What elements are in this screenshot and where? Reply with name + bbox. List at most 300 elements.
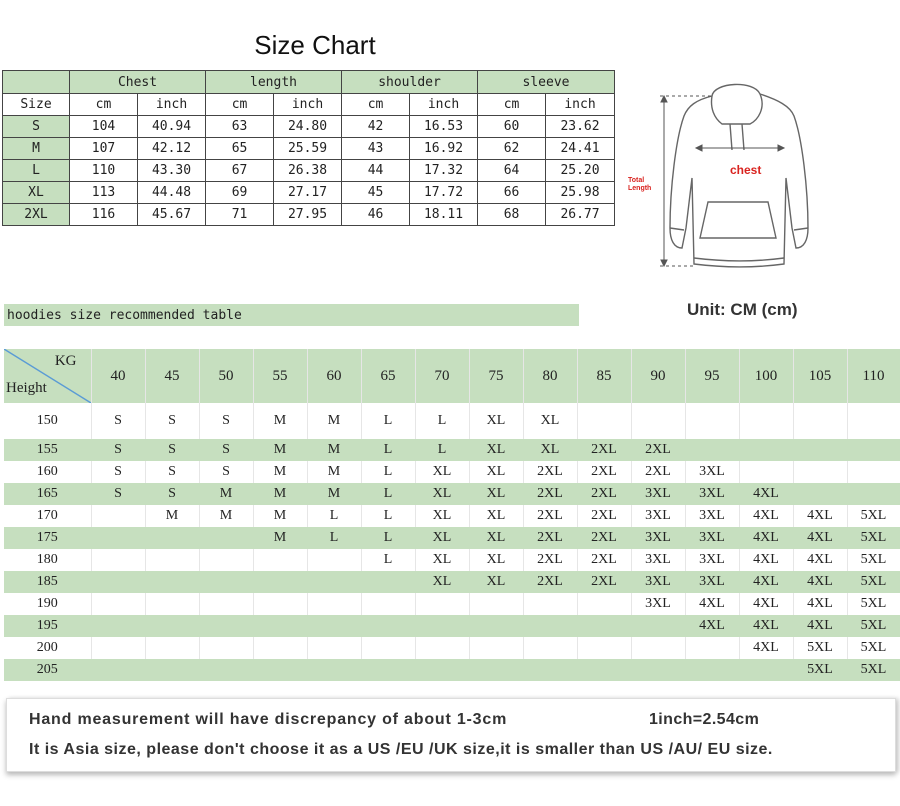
recommended-size-cell: S [199,439,253,461]
recommended-size-cell [253,637,307,659]
measurement-cell: 113 [70,182,138,204]
measurement-cell: 62 [478,138,546,160]
height-cell: 160 [4,461,91,483]
recommended-size-cell: 3XL [685,461,739,483]
recommended-size-cell [253,659,307,681]
recommended-size-cell: 4XL [685,615,739,637]
recommended-size-cell [577,615,631,637]
recommended-size-cell [91,549,145,571]
recommended-size-cell: M [253,483,307,505]
recommended-size-cell [145,637,199,659]
recommended-size-cell: XL [523,403,577,439]
weight-header-cell: 70 [415,349,469,403]
recommended-size-cell: S [145,461,199,483]
measurement-cell: 64 [478,160,546,182]
recommended-size-cell: 2XL [631,461,685,483]
height-cell: 170 [4,505,91,527]
height-cell: 180 [4,549,91,571]
recommended-size-cell: XL [415,549,469,571]
recommended-size-cell [415,637,469,659]
measurement-cell: 26.77 [546,204,615,226]
recommended-size-cell: S [199,403,253,439]
height-row [4,403,900,439]
recommended-size-cell [847,461,900,483]
recommended-size-cell [145,549,199,571]
recommended-size-cell [361,571,415,593]
weight-header-cell: 100 [739,349,793,403]
recommended-size-cell: XL [415,527,469,549]
unit-header: inch [274,94,342,116]
measurement-cell: 44.48 [138,182,206,204]
recommended-size-cell: L [415,403,469,439]
recommended-size-cell [91,527,145,549]
measurement-cell: 65 [206,138,274,160]
recommended-size-cell [577,659,631,681]
recommended-size-cell: L [361,403,415,439]
recommended-size-cell: 3XL [631,571,685,593]
recommended-size-cell: 2XL [577,527,631,549]
recommended-size-cell [739,403,793,439]
height-cell: 190 [4,593,91,615]
measurement-cell: 17.72 [410,182,478,204]
recommended-size-cell: L [307,527,361,549]
recommended-size-cell [523,615,577,637]
measurement-cell: 45.67 [138,204,206,226]
measurement-cell: 116 [70,204,138,226]
recommended-size-cell: L [361,439,415,461]
recommended-size-cell: 2XL [523,483,577,505]
recommended-size-cell [415,615,469,637]
recommended-size-cell [199,637,253,659]
recommended-size-cell [631,637,685,659]
measurement-cell: 63 [206,116,274,138]
recommended-size-cell: 2XL [577,483,631,505]
measurement-cell: 24.80 [274,116,342,138]
recommended-size-cell [253,615,307,637]
weight-header-cell: 45 [145,349,199,403]
height-cell: 175 [4,527,91,549]
size-label-cell: XL [3,182,70,204]
recommended-size-cell: 4XL [739,505,793,527]
recommended-size-cell: M [253,505,307,527]
height-cell: 185 [4,571,91,593]
recommended-size-cell: XL [469,549,523,571]
recommended-size-cell [91,659,145,681]
recommended-size-cell: XL [415,483,469,505]
recommended-size-cell: 3XL [685,527,739,549]
recommended-size-cell: XL [415,461,469,483]
recommended-size-cell: M [253,461,307,483]
measurement-cell: 43 [342,138,410,160]
weight-header-cell: 40 [91,349,145,403]
height-row [4,571,900,593]
measurement-cell: 42.12 [138,138,206,160]
recommended-size-cell: M [253,527,307,549]
height-row [4,549,900,571]
recommended-size-cell: 4XL [739,615,793,637]
recommended-size-cell: 2XL [523,505,577,527]
recommended-size-cell [415,593,469,615]
recommended-size-cell: 5XL [793,637,847,659]
recommended-size-cell: L [361,461,415,483]
size-label-cell: 2XL [3,204,70,226]
height-row [4,439,900,461]
recommended-size-cell: L [361,549,415,571]
recommended-size-cell [793,403,847,439]
recommend-table-body [4,403,900,681]
recommended-size-cell [91,571,145,593]
recommended-size-cell: S [145,403,199,439]
recommended-size-cell [469,659,523,681]
unit-header: inch [410,94,478,116]
recommended-size-cell: 2XL [577,439,631,461]
unit-header: cm [206,94,274,116]
size-table-corner [3,71,70,94]
measurement-cell: 26.38 [274,160,342,182]
size-table-body [3,116,615,226]
size-chart-table [2,70,615,226]
recommended-size-cell [739,461,793,483]
recommended-size-cell: 2XL [631,439,685,461]
recommended-size-cell [469,637,523,659]
recommended-size-cell [307,637,361,659]
recommended-size-cell: 2XL [523,571,577,593]
recommended-size-cell: XL [469,403,523,439]
recommended-size-cell: 4XL [793,593,847,615]
recommended-size-cell: XL [415,505,469,527]
recommended-size-cell: 5XL [847,549,900,571]
recommended-size-cell [145,593,199,615]
recommended-size-cell [847,439,900,461]
recommended-size-cell: XL [469,505,523,527]
size-label-cell: L [3,160,70,182]
size-row [3,138,615,160]
recommended-size-cell: L [307,505,361,527]
recommended-size-cell [253,593,307,615]
measurement-cell: 27.95 [274,204,342,226]
recommended-size-cell [631,659,685,681]
recommended-size-cell: 3XL [631,505,685,527]
measurement-cell: 46 [342,204,410,226]
height-cell: 205 [4,659,91,681]
recommended-size-cell [361,593,415,615]
recommended-size-cell: M [307,461,361,483]
measurement-cell: 67 [206,160,274,182]
measurement-cell: 42 [342,116,410,138]
recommended-size-cell: 2XL [577,461,631,483]
weight-header-cell: 110 [847,349,900,403]
recommended-size-cell [361,615,415,637]
recommended-size-cell: XL [469,461,523,483]
recommended-size-cell [91,637,145,659]
recommended-size-cell [577,403,631,439]
recommended-size-cell [361,659,415,681]
recommended-size-cell: 4XL [739,483,793,505]
recommended-size-cell [91,593,145,615]
recommended-size-cell: 5XL [793,659,847,681]
height-row [4,659,900,681]
recommended-size-cell [577,637,631,659]
recommended-size-cell: XL [469,527,523,549]
measurement-cell: 110 [70,160,138,182]
recommended-size-cell: 3XL [631,549,685,571]
recommended-size-cell [253,549,307,571]
recommended-size-cell [199,593,253,615]
measurement-cell: 17.32 [410,160,478,182]
recommended-size-cell [847,403,900,439]
recommended-size-cell [361,637,415,659]
size-label-cell: M [3,138,70,160]
weight-header-cell: 55 [253,349,307,403]
recommended-size-cell: XL [523,439,577,461]
unit-label: Unit: CM (cm) [687,300,798,319]
height-row [4,637,900,659]
weight-header-cell: 65 [361,349,415,403]
recommended-size-cell: XL [469,483,523,505]
recommended-size-cell: 3XL [685,571,739,593]
recommended-size-cell [469,615,523,637]
recommended-size-cell [145,527,199,549]
recommended-size-cell: 2XL [577,571,631,593]
recommended-size-cell [793,461,847,483]
weight-header-cell: 75 [469,349,523,403]
recommended-size-cell: 3XL [631,483,685,505]
measurement-cell: 40.94 [138,116,206,138]
recommended-size-cell: L [361,505,415,527]
measurement-cell: 107 [70,138,138,160]
recommended-size-cell: 4XL [793,615,847,637]
recommended-size-cell [739,659,793,681]
recommended-size-cell: 3XL [631,527,685,549]
recommended-size-cell: 4XL [793,571,847,593]
measurement-cell: 25.59 [274,138,342,160]
height-row [4,505,900,527]
recommended-size-cell [739,439,793,461]
recommended-size-cell [523,593,577,615]
total-length-label: Total [628,177,645,184]
height-cell: 150 [4,403,91,439]
recommended-size-cell: 4XL [739,593,793,615]
recommended-size-cell [415,659,469,681]
inch-conversion-note: 1inch=2.54cm [649,711,760,728]
recommended-size-cell [253,571,307,593]
recommended-size-cell: 4XL [793,505,847,527]
height-label: Height [6,380,47,396]
recommended-size-cell [847,483,900,505]
group-header-shoulder: shoulder [342,71,478,94]
group-header-chest: Chest [70,71,206,94]
recommended-size-cell: M [199,505,253,527]
height-cell: 165 [4,483,91,505]
recommended-size-cell: 3XL [685,549,739,571]
measurement-cell: 27.17 [274,182,342,204]
recommended-size-cell [91,505,145,527]
recommended-size-cell: S [199,461,253,483]
recommended-size-cell: 2XL [577,505,631,527]
recommended-size-cell: 4XL [739,571,793,593]
recommended-size-cell: 2XL [523,527,577,549]
measurement-cell: 25.98 [546,182,615,204]
recommended-size-cell [145,571,199,593]
size-row [3,182,615,204]
recommended-size-cell [199,527,253,549]
recommended-size-cell: M [307,439,361,461]
recommended-size-cell: 3XL [631,593,685,615]
measurement-cell: 66 [478,182,546,204]
recommended-size-cell: 4XL [739,527,793,549]
recommended-size-cell: 4XL [685,593,739,615]
recommended-size-cell: XL [469,571,523,593]
recommended-size-cell [199,659,253,681]
notes-box [6,698,896,772]
recommended-size-cell [199,571,253,593]
recommended-size-cell [199,549,253,571]
recommended-size-cell [793,483,847,505]
total-length-label: Length [628,185,652,192]
recommended-size-cell: 5XL [847,571,900,593]
size-label-cell: S [3,116,70,138]
recommended-size-cell: 2XL [523,549,577,571]
recommended-size-cell: 5XL [847,527,900,549]
height-row [4,593,900,615]
kg-label: KG [54,353,77,369]
unit-header: inch [546,94,615,116]
recommended-size-cell: XL [415,571,469,593]
unit-header: cm [70,94,138,116]
recommended-size-cell: 5XL [847,659,900,681]
height-cell: 200 [4,637,91,659]
weight-header-cell: 85 [577,349,631,403]
recommended-size-cell [685,637,739,659]
measurement-cell: 43.30 [138,160,206,182]
recommended-size-cell: 5XL [847,615,900,637]
page-title: Size Chart [254,30,376,60]
weight-header-cell: 90 [631,349,685,403]
measurement-cell: 24.41 [546,138,615,160]
measurement-cell: 16.92 [410,138,478,160]
recommended-size-cell: M [253,403,307,439]
height-cell: 155 [4,439,91,461]
unit-header: cm [342,94,410,116]
measurement-cell: 60 [478,116,546,138]
recommended-size-cell [523,659,577,681]
height-row [4,461,900,483]
recommended-size-cell [307,549,361,571]
group-header-sleeve: sleeve [478,71,615,94]
recommended-size-cell [685,659,739,681]
hoodie-measurement-diagram [626,78,844,274]
recommend-title-bar: hoodies size recommended table [4,304,579,326]
recommended-size-cell: L [361,527,415,549]
recommended-size-cell [145,659,199,681]
height-row [4,483,900,505]
recommended-size-cell: 4XL [793,549,847,571]
recommended-size-cell: 4XL [739,549,793,571]
recommended-size-cell: M [307,403,361,439]
size-row [3,160,615,182]
recommended-size-cell [793,439,847,461]
recommended-size-cell [577,593,631,615]
recommended-size-cell: 3XL [685,505,739,527]
recommended-size-cell [307,659,361,681]
recommended-size-cell [631,403,685,439]
recommended-size-cell: 3XL [685,483,739,505]
recommended-size-cell: L [361,483,415,505]
weight-header-cell: 105 [793,349,847,403]
group-header-length: length [206,71,342,94]
measurement-note: Hand measurement will have discrepancy of about 1-3cm [29,711,508,728]
measurement-cell: 44 [342,160,410,182]
recommended-size-cell: M [307,483,361,505]
recommended-size-cell: XL [469,439,523,461]
recommended-size-cell: 5XL [847,593,900,615]
recommended-size-cell: 2XL [523,461,577,483]
size-row [3,204,615,226]
recommended-size-cell: M [253,439,307,461]
recommended-size-cell: 5XL [847,637,900,659]
weight-header-cell: 50 [199,349,253,403]
height-row [4,615,900,637]
recommended-size-cell [685,403,739,439]
asia-size-note: It is Asia size, please don't choose it as a US /EU /UK size,it is smaller than US /AU/ EU size. [29,741,773,758]
measurement-cell: 23.62 [546,116,615,138]
recommended-size-cell: L [415,439,469,461]
measurement-cell: 45 [342,182,410,204]
measurement-cell: 69 [206,182,274,204]
recommended-size-cell: S [91,461,145,483]
recommended-size-cell [145,615,199,637]
weight-header-cell: 95 [685,349,739,403]
measurement-cell: 16.53 [410,116,478,138]
height-row [4,527,900,549]
recommended-size-cell: 2XL [577,549,631,571]
recommended-size-cell [91,615,145,637]
recommended-size-cell [307,615,361,637]
measurement-cell: 68 [478,204,546,226]
unit-header: inch [138,94,206,116]
unit-header: cm [478,94,546,116]
height-cell: 195 [4,615,91,637]
recommended-size-cell [199,615,253,637]
recommended-size-cell: S [145,483,199,505]
weight-header-cell: 80 [523,349,577,403]
recommended-size-cell: 4XL [739,637,793,659]
measurement-cell: 71 [206,204,274,226]
recommended-size-cell: S [91,403,145,439]
measurement-cell: 18.11 [410,204,478,226]
chest-label: chest [730,163,762,177]
size-recommend-table [4,349,900,681]
recommended-size-cell [631,615,685,637]
recommended-size-cell: S [145,439,199,461]
kg-height-corner [4,349,91,403]
recommended-size-cell: S [91,439,145,461]
recommended-size-cell [307,571,361,593]
measurement-cell: 25.20 [546,160,615,182]
recommended-size-cell [523,637,577,659]
recommended-size-cell: 5XL [847,505,900,527]
recommended-size-cell [469,593,523,615]
recommended-size-cell: S [91,483,145,505]
recommended-size-cell [307,593,361,615]
weight-header-cell: 60 [307,349,361,403]
recommended-size-cell [685,439,739,461]
recommended-size-cell: M [199,483,253,505]
size-row [3,116,615,138]
measurement-cell: 104 [70,116,138,138]
size-column-header: Size [3,94,70,116]
recommended-size-cell: 4XL [793,527,847,549]
